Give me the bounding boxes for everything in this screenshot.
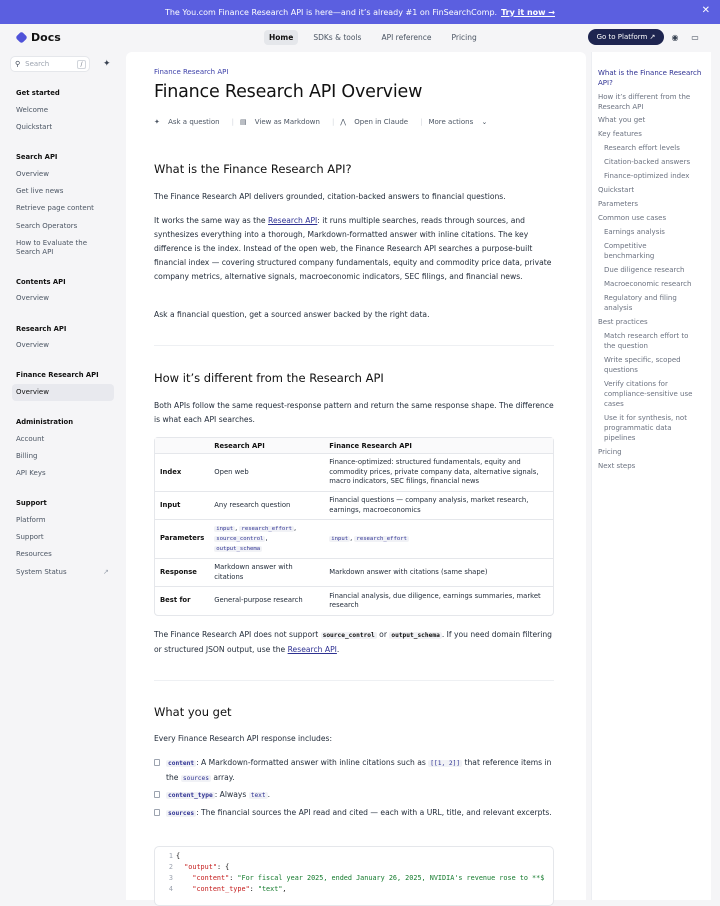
comparison-table [154,437,554,616]
announcement-banner [0,0,720,24]
toc-item[interactable]: Macroeconomic research [604,280,692,288]
paragraph: Both APIs follow the same request-response pattern and return the same response shape. The difference is what each API searches. [154,401,554,424]
sidebar-item-welcome[interactable]: Welcome [16,106,49,114]
table-row: Response Markdown answer with citations Markdown answer with citations (same shape) [155,559,553,587]
markdown-icon: ▤ [239,118,249,126]
sidebar-group-finance-research-api: Finance Research API [16,371,99,379]
checkbox-icon [154,791,160,798]
checkbox-icon [154,759,160,766]
toc-item[interactable]: Pricing [598,448,622,456]
divider [154,680,554,681]
discord-icon[interactable]: ◉ [671,33,679,42]
research-api-link[interactable]: Research API [287,645,337,654]
toc-item[interactable]: Use it for synthesis, not programmatic data pipelines [604,414,687,442]
sidebar-group-contents-api: Contents API [16,278,66,286]
section-heading-what-you-get: What you get [154,705,232,719]
divider [154,345,554,346]
sidebar-item-support[interactable]: Support [16,533,44,541]
sidebar-item-search-operators[interactable]: Search Operators [16,222,78,230]
divider: | [331,118,335,126]
paragraph: It works the same way as the Research API: it runs multiple searches, reads through sources, and synthesizes everything into a thorough, Markdown-formatted answer with inline citations. The key difference is the index. Instead of the open web, the Finance Research API searches a purpose-built financial index — covering structured company fundamentals, equity and commodity price data, private company metrics, alternative signals, macroeconomic indicators, SEC filings, and financial news. [154,216,552,281]
paragraph: Ask a financial question, get a sourced answer backed by the right data. [154,310,430,319]
sidebar-group-research-api: Research API [16,325,67,333]
monitor-icon[interactable]: ▭ [691,33,699,42]
table-header: Finance Research API [324,438,553,454]
table-header [155,438,209,454]
page-title: Finance Research API Overview [154,82,423,102]
checkbox-icon [154,809,160,816]
search-shortcut: / [77,60,86,69]
sidebar-item-live-news[interactable]: Get live news [16,187,64,195]
more-actions-button[interactable]: More actions ⌄ [428,118,488,126]
toc-item[interactable]: Regulatory and filing analysis [604,294,677,312]
sidebar-group-support: Support [16,499,47,507]
table-row: Best for General-purpose research Financial analysis, due diligence, earnings summaries, market research [160,591,541,609]
banner-text: The You.com Finance Research API is here—and it’s already #1 on FinSearchComp. [164,7,498,17]
view-markdown-button[interactable]: ▤ View as Markdown [239,118,320,126]
sidebar-group-administration: Administration [16,418,74,426]
search-placeholder: Search [25,60,50,68]
divider: | [420,118,423,126]
toc-item[interactable]: Competitive benchmarking [604,242,655,260]
toc-item[interactable]: Citation-backed answers [604,158,691,166]
search-icon: ⚲ [15,60,21,68]
code-line: 2 "output": { [168,863,230,871]
banner-cta-link[interactable]: Try it now → [501,7,556,17]
list-item: content : A Markdown-formatted answer with inline citations such as [[1, 2]] that reference items in the sources array. [154,756,554,786]
toc-item[interactable]: Best practices [598,318,648,326]
divider: | [231,118,234,126]
toc-item[interactable]: How it’s different from the Research API [598,93,691,111]
sidebar-item-search-overview[interactable]: Overview [16,170,49,178]
main-content [126,52,586,900]
toc-item[interactable]: What is the Finance Research API? [598,69,702,87]
toc-item[interactable]: Finance-optimized index [604,172,690,180]
table-row: Parameters input , research_effort , source_control , output_schema input , research_effort [155,520,553,559]
sidebar-item-account[interactable]: Account [16,435,45,443]
docs-logo[interactable] [16,31,61,44]
sidebar-item-system-status[interactable]: System Status [16,568,67,576]
toc-item[interactable]: Research effort levels [604,144,680,152]
code-line: 3 "content": "For fiscal year 2025, ended January 26, 2025, NVIDIA's revenue rose to **$ [168,874,545,882]
toc-item[interactable]: Match research effort to the question [604,332,689,350]
research-api-link[interactable]: Research API [268,216,318,225]
main-nav [264,30,492,45]
sidebar-item-quickstart[interactable]: Quickstart [16,123,53,131]
sidebar-item-finance-overview[interactable]: Overview [12,384,114,401]
toc-item[interactable]: Quickstart [598,186,635,194]
logo-text: Docs [31,31,61,44]
section-heading-what-is: What is the Finance Research API? [154,162,352,176]
list-item: sources : The financial sources the API read and cited — each with a URL, title, and relevant excerpts. [154,806,554,821]
nav-home[interactable]: Home [264,30,298,45]
nav-api-reference[interactable]: API reference [381,33,432,42]
toc-item[interactable]: Verify citations for compliance-sensitive use cases [604,380,693,408]
code-block[interactable] [154,846,554,906]
toc-item[interactable]: Due diligence research [604,266,685,274]
list-item: content_type : Always text . [154,788,554,803]
sparkle-icon: ✦ [154,118,163,126]
sidebar [0,52,124,900]
go-to-platform-button[interactable]: Go to Platform ↗ [588,29,664,45]
toc-item[interactable]: Next steps [598,462,636,470]
section-heading-differences: How it’s different from the Research API [154,371,384,385]
breadcrumb[interactable]: Finance Research API [154,68,229,76]
sidebar-item-api-keys[interactable]: API Keys [16,469,46,477]
sidebar-item-resources[interactable]: Resources [16,550,52,558]
paragraph: Every Finance Research API response includes: [154,734,333,743]
paragraph: The Finance Research API does not support source_control or output_schema . If you need domain filtering or structured JSON output, use the Research API. [154,630,552,654]
sidebar-item-contents-overview[interactable]: Overview [16,294,49,302]
open-claude-button[interactable]: ⋀ Open in Claude [340,118,409,126]
code-line: 4 "content_type": "text", [168,885,287,893]
code-line: 1 { [168,852,181,860]
claude-icon: ⋀ [340,118,349,126]
external-link-icon: ↗ [103,568,109,576]
table-of-contents [591,52,711,900]
logo-icon [15,31,27,43]
ask-question-button[interactable]: ✦ Ask a question [154,118,220,126]
sidebar-item-retrieve-page[interactable]: Retrieve page content [16,204,94,212]
sidebar-group-get-started: Get started [16,89,60,97]
table-header: Research API [209,438,324,454]
close-icon[interactable]: ✕ [701,5,710,16]
search-input[interactable] [10,56,90,72]
toc-item[interactable]: Common use cases [598,214,667,222]
paragraph: The Finance Research API delivers grounded, citation-backed answers to financial questions. [154,192,506,201]
sidebar-item-billing[interactable]: Billing [16,452,38,460]
sidebar-item-evaluate[interactable]: How to Evaluate the Search API [16,239,88,256]
toc-item[interactable]: Parameters [598,200,639,208]
sidebar-item-research-overview[interactable]: Overview [16,341,49,349]
chevron-down-icon: ⌄ [479,118,488,126]
ai-sparkle-icon[interactable]: ✦ [103,59,111,69]
page-actions [154,118,499,126]
toc-item[interactable]: Key features [598,130,642,138]
top-navigation [0,24,720,52]
sidebar-item-platform[interactable]: Platform [16,516,46,524]
nav-sdks[interactable]: SDKs & tools [313,33,362,42]
table-row: Index Open web Finance-optimized: structured fundamentals, equity and commodity prices, private company data, alternative signals, macro indicators, SEC filings, financial news [155,454,553,492]
toc-item[interactable]: What you get [598,116,646,124]
toc-item[interactable]: Earnings analysis [604,228,665,236]
sidebar-group-search-api: Search API [16,153,58,161]
table-row: Input Any research question Financial questions — company analysis, market research, earnings, macroeconomics [155,492,553,520]
toc-item[interactable]: Write specific, scoped questions [604,356,681,374]
nav-pricing[interactable]: Pricing [451,33,477,42]
